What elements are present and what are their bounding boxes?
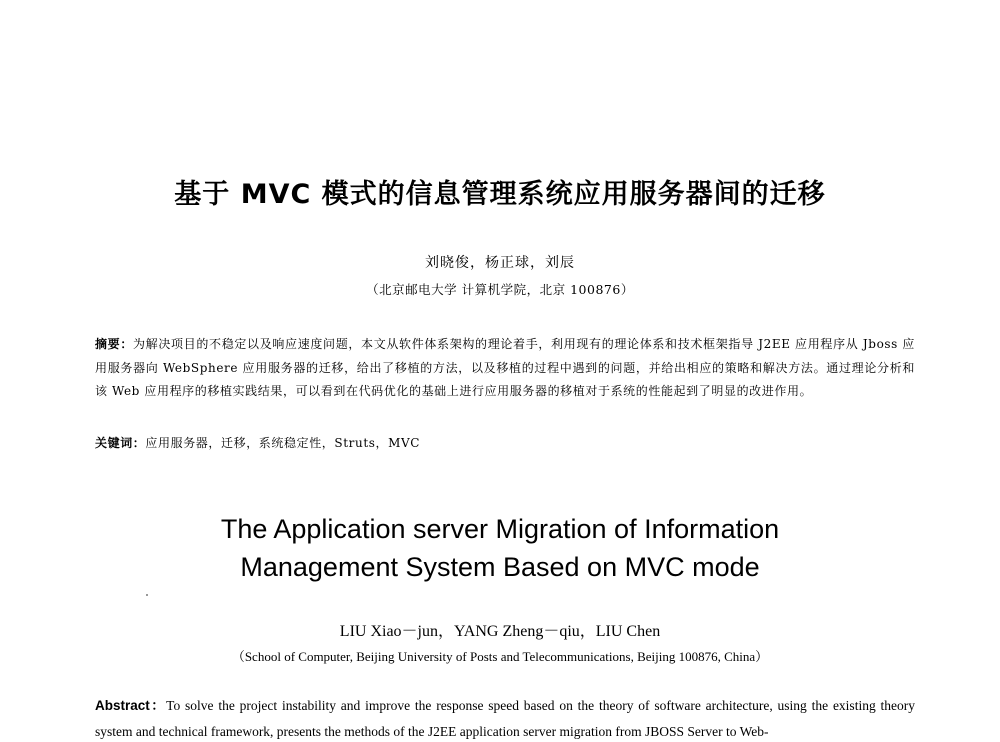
english-title-line-1: The Application server Migration of Information xyxy=(220,514,780,544)
chinese-affiliation: （北京邮电大学 计算机学院，北京 100876） xyxy=(366,282,634,297)
english-title-line-2: Management System Based on MVC mode xyxy=(240,552,760,582)
chinese-abstract-heading: 摘要： xyxy=(95,337,134,351)
chinese-abstract xyxy=(95,333,915,404)
chinese-abstract-text: 为解决项目的不稳定以及响应速度问题，本文从软件体系架构的理论着手，利用现有的理论体系和技术框架指导 J2EE 应用程序从 Jboss 应用服务器向 WebSphere 应用服务器的迁移，给出了移植的方法，以及移植的过程中遇到的问题，并给出相应的策略和解决方法。通过理论分析和该 Web 应用程序的移植实践结果，可以看到在代码优化的基础上进行应用服务器的移植对于系统的性能起到了明显的改进作用。 xyxy=(95,337,915,398)
chinese-title: 基于 MVC 模式的信息管理系统应用服务器间的迁移 xyxy=(174,179,826,210)
chinese-keywords-text: 应用服务器，迁移，系统稳定性，Struts，MVC xyxy=(145,436,421,450)
english-abstract-text: To solve the project instability and improve the response speed based on the theory of software architecture, using the existing theory system and technical framework, presents the methods of the J2EE application server migration from JBOSS Server to Web- xyxy=(95,698,915,739)
chinese-keywords-heading: 关键词： xyxy=(95,436,146,450)
english-authors: LIU Xiao－jun，YANG Zheng－qiu，LIU Chen xyxy=(339,623,661,640)
chinese-keywords xyxy=(95,434,915,451)
english-abstract xyxy=(95,693,915,742)
english-affiliation: （School of Computer, Beijing University of Posts and Telecommunications, Beijing 100876, China） xyxy=(231,649,769,664)
scan-speck xyxy=(146,594,148,596)
chinese-authors: 刘晓俊，杨正球，刘辰 xyxy=(425,255,575,271)
english-abstract-heading: Abstract： xyxy=(95,698,167,713)
english-title xyxy=(0,510,1000,586)
